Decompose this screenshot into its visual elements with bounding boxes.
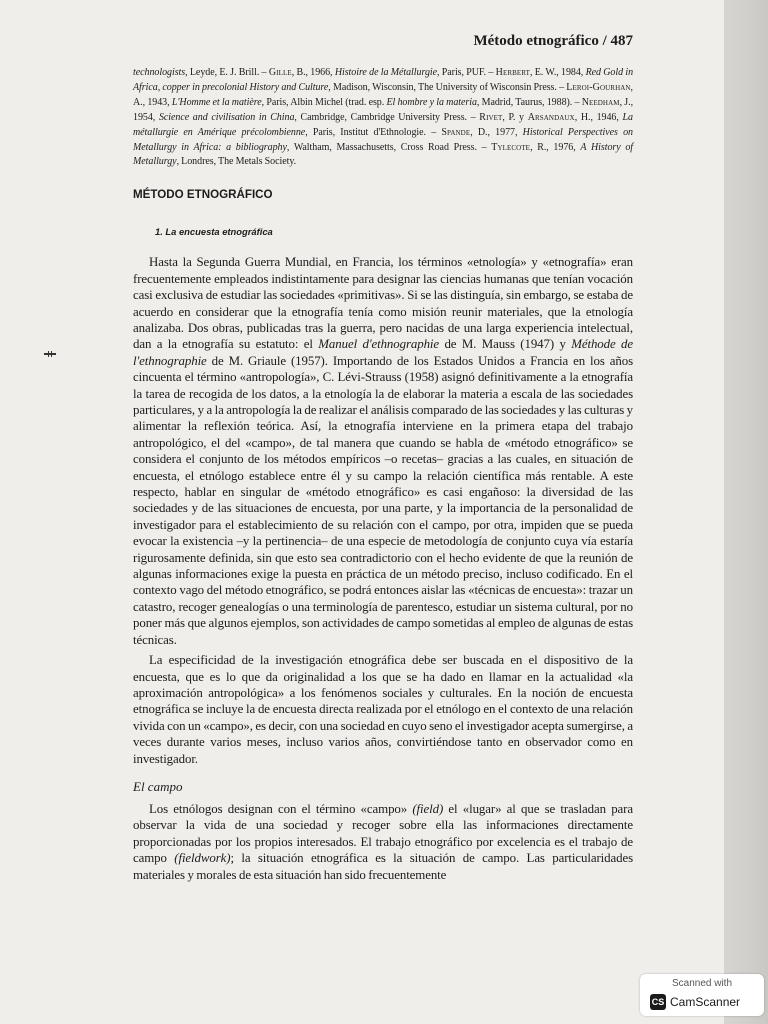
margin-mark [44, 351, 56, 357]
bibliography-run: , Paris, Institut d'Ethnologie. – [305, 126, 442, 138]
bibliography-run: Histoire de la Métallurgie [334, 67, 438, 78]
paragraph3-run: ; la situación etnográfica es la situación de campo. Las particularidades materiales y morales de esta situación han sido frecuentemente [133, 851, 633, 882]
bibliography-block [133, 66, 633, 170]
bibliography-run: Needham [581, 96, 620, 108]
bibliography-run: El hombre y la materia [386, 96, 477, 108]
bibliography-run: , Madison, Wisconsin, The University of Wisconsin Press. – [328, 81, 567, 93]
bibliography-run: , H., 1946, [574, 111, 623, 123]
bibliography-run: , Cambridge, Cambridge University Press. – [294, 111, 480, 123]
paragraph-2: La especificidad de la investigación etnográfica debe ser buscada en el dispositivo de la encuesta, que es lo que da originalidad a los que se ha dado en llamar en la actualidad «la aproximación antropológica» a los fenómenos sociales y culturales. En la noción de encuesta etnográfica se incluye la de encuesta directa realizada por el etnólogo en el contexto de una relación vivida con un «campo», es decir, con una sociedad en cuyo seno el investigador acepta sumergirse, a veces durante varios meses, incluso varios años, convirtiéndose tanto en observador como en investigador. [133, 653, 633, 766]
camscanner-watermark [640, 974, 764, 1016]
page-content [133, 30, 633, 883]
paragraph1-run: de M. Griaule (1957). Importando de los Estados Unidos a Francia en los años cincuenta el término «antropología», C. Lévi-Strauss (1958) asignó definitivamente a la etnografía la tarea de recogida de los datos, a la etnología la de elaborar la materia a escala de las sociedades particulares, y a la antropología la de realizar el análisis comparado de las sociedades y las culturas y alimentar la reflexión teórica. Así, la etnografía interviene en la primera etapa del trabajo antropológico, el del «campo», de tal manera que cuando se habla de «método etnográfico» se considera el conjunto de los métodos empíricos –o recetas– gracias a las cuales, en situación de encuesta, el etnólogo establece entre él y su campo la relación científica más rentable. A este respecto, hablar en singular de «método etnográfico» es casi engañoso: la diversidad de las sociedades y de las situaciones de encuesta, por una parte, y la importancia de la personalidad de investigador para el establecimiento de su relación con el campo, por otra, impiden que se pueda evocar la existencia –y la pertinencia– de una especie de metodología de conjunto cuya vía estaría rigurosamente definida, sin que esto sea contradictorio con el hecho evidente de que la reunión de algunas informaciones exige la puesta en práctica de un método preciso, incluso codificado. En el contexto vago del método etnográfico, se podrá entonces aislar las «técnicas de encuesta»: trazar un catastro, recoger genealogías o una terminología de parentesco, estudiar un sistema cultural, por no poner más que algunos ejemplos, son actividades de campo sometidas al empleo de algunas de estas técnicas. [133, 353, 633, 647]
subsection-title: 1. La encuesta etnográfica [155, 226, 273, 238]
paragraph-3 [133, 801, 633, 883]
bibliography-run: Gille [268, 67, 292, 78]
running-head: Método etnográfico / 487 [473, 33, 633, 49]
bibliography-run: Herbert [495, 67, 530, 78]
paragraph1-run: de M. Mauss (1947) y [439, 337, 572, 352]
bibliography-run: Arsandaux [527, 111, 575, 123]
bibliography-run: , Leyde, E. J. Brill. – [185, 67, 269, 78]
paragraph1-run: Manuel d'ethnographie [318, 337, 440, 352]
bibliography-run: , R., 1976, [530, 141, 581, 153]
bibliography-run: , B., 1966, [291, 67, 335, 78]
bibliography-run: Spande [441, 126, 471, 138]
scan-margin [724, 0, 768, 1024]
paragraph1-run: Hasta la Segunda Guerra Mundial, en Francia, los términos «etnología» y «etnografía» eran frecuentemente empleados indistintamente para designar las ciencias humanas que tenían vocación casi exclusiva de estudiar las sociedades «primitivas». Si se las distinguía, sin embargo, se estaba de acuerdo en considerar que la etnografía tenía como misión reunir materiales, que la etnología analizaba. Dos obras, publicadas tras la guerra, pero nacidas de una larga experiencia intelectual, dan a la etnografía su estatuto: el [133, 255, 633, 352]
bibliography-run: Tylecote [491, 141, 531, 153]
paragraph3-run: Los etnólogos designan con el término «campo» [149, 801, 413, 816]
bibliography-run: La métallurgie en Amérique précolombienne [133, 111, 633, 138]
bibliography-run: , Madrid, Taurus, 1988). – [476, 96, 582, 108]
bibliography-run: A History of Metallurgy [133, 141, 633, 168]
bibliography-run: technologists [133, 67, 186, 78]
bibliography-run: Rivet [479, 111, 503, 123]
bibliography-run: , Paris, Albin Michel (trad. esp. [261, 96, 387, 108]
bibliography-run: , Paris, PUF. – [437, 67, 496, 78]
paragraph3-run: (fieldwork) [174, 851, 231, 866]
paragraph3-run: el «lugar» al que se trasladan para observar la vida de una sociedad y recoger sobre ella las informaciones directamente proporcionadas por los propios interesados. El trabajo etnográfico por excelencia es el trabajo de campo [133, 801, 633, 866]
bibliography-run: Science and civilisation in China [158, 111, 295, 123]
bibliography-run: Red Gold in Africa, copper in precolonial History and Culture [133, 67, 634, 93]
bibliography-run: , A., 1943, [133, 81, 633, 108]
watermark-brand: CamScanner [670, 995, 741, 1009]
section-title: MÉTODO ETNOGRÁFICO [133, 188, 273, 202]
bibliography-run: , P. y [502, 111, 528, 123]
bibliography-run: , Londres, The Metals Society. [176, 156, 297, 168]
bibliography-run: Historical Perspectives on Metallurgy in Africa: a bibliography [133, 126, 633, 153]
bibliography-run: , E. W., 1984, [529, 67, 586, 78]
bibliography-run: Leroi-Gourhan [566, 81, 631, 93]
bibliography-run: , Waltham, Massachusetts, Cross Road Press. – [286, 141, 492, 153]
bibliography-run: , D., 1977, [470, 126, 523, 138]
subheading-campo: El campo [133, 778, 183, 794]
camscanner-logo-icon: CS [650, 994, 666, 1010]
paragraph3-run: (field) [412, 801, 444, 816]
paragraph-1 [133, 254, 633, 648]
bibliography-run: , J., 1954, [133, 96, 634, 123]
paragraph1-run: Méthode de l'ethnographie [133, 337, 633, 368]
bibliography-run: L'Homme et la matière [171, 96, 262, 108]
watermark-caption: Scanned with [671, 978, 733, 989]
